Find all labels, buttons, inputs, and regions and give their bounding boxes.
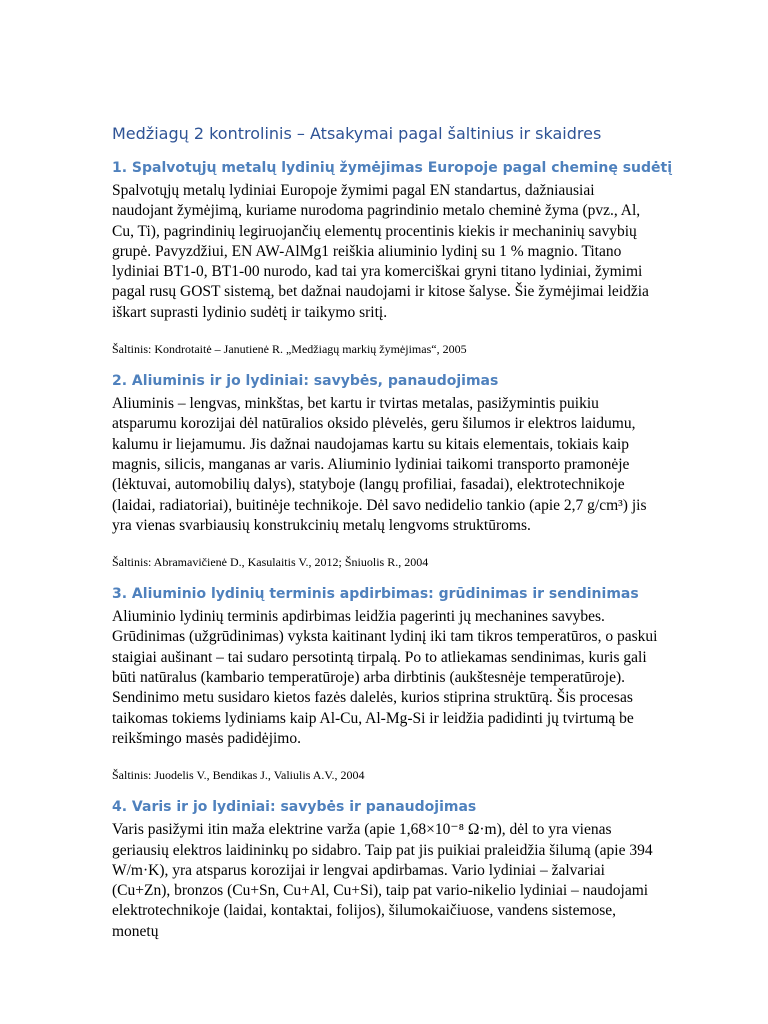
section-heading: 1. Spalvotųjų metalų lydinių žymėjimas Europoje pagal cheminę sudėtį — [112, 160, 672, 176]
section-heading: 3. Aliuminio lydinių terminis apdirbimas: grūdinimas ir sendinimas — [112, 586, 639, 603]
document-title: Medžiagų 2 kontrolinis – Atsakymai pagal šaltinius ir skaidres — [112, 124, 602, 143]
section-3 — [112, 584, 658, 783]
section-heading: 2. Aliuminis ir jo lydiniai: savybės, panaudojimas — [112, 373, 499, 390]
source-citation: Šaltinis: Juodelis V., Bendikas J., Valiulis A.V., 2004 — [112, 768, 365, 783]
section-2 — [112, 371, 658, 570]
section-4 — [112, 797, 658, 942]
source-citation: Šaltinis: Abramavičienė D., Kasulaitis V., 2012; Šniuolis R., 2004 — [112, 555, 429, 570]
source-citation: Šaltinis: Kondrotaitė – Janutienė R. „Medžiagų markių žymėjimas“, 2005 — [112, 342, 467, 357]
document-page — [112, 122, 672, 942]
section-body: Spalvotųjų metalų lydiniai Europoje žymimi pagal EN standartus, dažniausiai naudojant žymėjimą, kuriame nurodoma pagrindinio metalo cheminė žyma (pvz., Al, Cu, Ti), pagrindinių legiruojančių elementų procentinis kiekis ir mechaninių savybių grupė. Pavyzdžiui, EN AW-AlMg1 reiškia aliuminio lydinį su 1 % magnio. Titano lydiniai BT1-0, BT1-00 nurodo, kad tai yra komerciškai gryni titano lydiniai, žymimi pagal rusų GOST sistemą, bet dažnai naudojami ir kitose šalyse. Šie žymėjimai leidžia iškart suprasti lydinio sudėtį ir taikymo sritį. — [112, 182, 649, 321]
section-body: Varis pasižymi itin maža elektrine varža (apie 1,68×10⁻⁸ Ω·m), dėl to yra vienas geriausių elektros laidininkų po sidabro. Taip pat jis puikiai praleidžia šilumą (apie 394 W/m·K), yra atsparus korozijai ir lengvai apdirbamas. Vario lydiniai – žalvariai (Cu+Zn), bronzos (Cu+Sn, Cu+Al, Cu+Si), taip pat vario-nikelio lydiniai – naudojami elektrotechnikoje (laidai, kontaktai, folijos), šilumokaičiuose, vandens sistemose, monetų — [112, 821, 653, 940]
section-body: Aliuminis – lengvas, minkštas, bet kartu ir tvirtas metalas, pasižymintis puikiu atsparumu korozijai dėl natūralios oksido plėvelės, geru šilumos ir elektros laidumu, kalumu ir liejamumu. Jis dažnai naudojamas kartu su kitais elementais, tokiais kaip magnis, silicis, manganas ar varis. Aliuminio lydiniai taikomi transporto pramonėje (lėktuvai, automobilių dalys), statyboje (langų profiliai, fasadai), elektrotechnikoje (laidai, radiatoriai), buitinėje technikoje. Dėl savo nedidelio tankio (apie 2,7 g/cm³) jis yra vienas svarbiausių konstrukcinių metalų lengvoms struktūroms. — [112, 395, 647, 534]
section-heading: 4. Varis ir jo lydiniai: savybės ir panaudojimas — [112, 799, 477, 816]
section-body: Aliuminio lydinių terminis apdirbimas leidžia pagerinti jų mechanines savybes. Grūdinimas (užgrūdinimas) vyksta kaitinant lydinį iki tam tikros temperatūros, o paskui staigiai aušinant – tai sudaro persotintą tirpalą. Po to atliekamas sendinimas, kuris gali būti natūralus (kambario temperatūroje) arba dirbtinis (aukštesnėje temperatūroje). Sendinimo metu susidaro kietos fazės dalelės, kurios stiprina struktūrą. Šis procesas taikomas tokiems lydiniams kaip Al-Cu, Al-Mg-Si ir leidžia padidinti jų tvirtumą be reikšmingo masės padidėjimo. — [112, 608, 658, 747]
section-1 — [112, 158, 672, 357]
